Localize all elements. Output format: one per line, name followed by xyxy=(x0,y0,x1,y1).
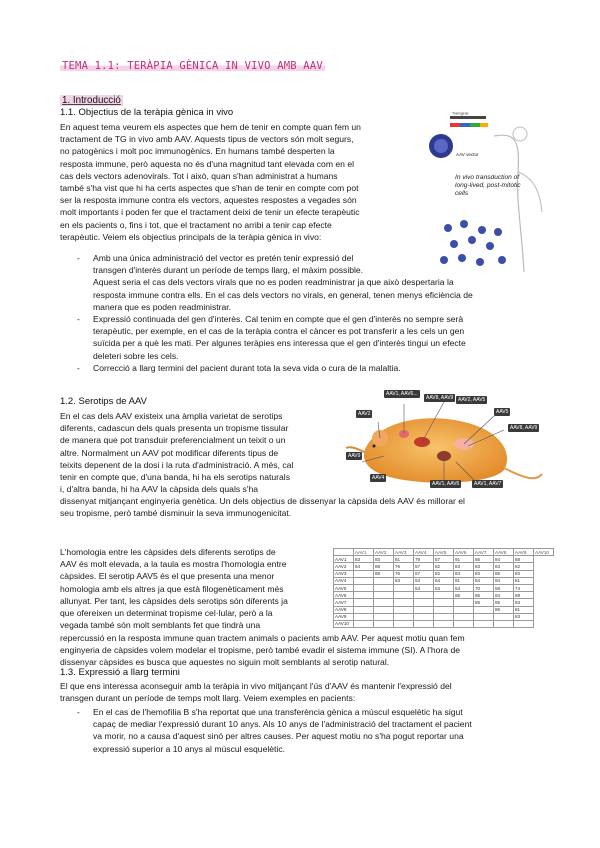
table-cell xyxy=(494,620,514,627)
homology-table-wrapper xyxy=(333,548,554,628)
table-cell xyxy=(494,613,514,620)
table-cell: AAV1 xyxy=(354,549,374,556)
table-cell xyxy=(454,606,474,613)
text-line: transgen d'interès durant un període de temps llarg, el màxim possible. xyxy=(93,265,364,276)
text-line: vegada també són molt semblants fet que tindrà una xyxy=(60,620,261,631)
table-cell: AAV6 xyxy=(334,592,354,599)
table-cell: AAV8 xyxy=(494,549,514,556)
text-line: repercussió en la resposta immune quan tractem animals o pacients amb AAV. Per aquest motiu quan fem xyxy=(60,633,465,643)
table-cell: 76 xyxy=(394,563,414,570)
table-cell: 85 xyxy=(474,599,494,606)
table-cell: AAV5 xyxy=(334,584,354,591)
table-cell xyxy=(414,613,434,620)
text-line: En el cas de l'hemofília B s'ha reportat que una transferència gènica a múscul esquelètic ha sigut xyxy=(93,707,463,717)
table-cell: 83 xyxy=(514,613,534,620)
table-cell: 81 xyxy=(454,577,474,584)
table-cell: 83 xyxy=(354,556,374,563)
table-row xyxy=(334,549,554,556)
text-line: suïcida per a què les mati. Per algunes teràpies ens interessa que el gen d'interès tingui un efecte xyxy=(93,338,466,349)
text-line: de manera que pot transduir preferencialment un teixit o un xyxy=(60,435,286,446)
table-cell: 82 xyxy=(434,570,454,577)
table-cell xyxy=(374,577,394,584)
table-cell: AAV10 xyxy=(334,620,354,627)
table-cell: 81 xyxy=(514,577,534,584)
text-line: terapèutic, per exemple, en el cas de la teràpia contra el càncer es pot transferir a les cels un gen xyxy=(93,326,465,337)
table-cell: 84 xyxy=(494,556,514,563)
table-cell: AAV3 xyxy=(334,570,354,577)
table-row xyxy=(334,620,554,627)
text-line: molt importants i poden fer que el tractament deixi de tenir un efecte terapèutic xyxy=(60,207,360,218)
table-cell: 85 xyxy=(454,592,474,599)
table-cell: AAV9 xyxy=(514,549,534,556)
text-line: resposta immune, però aquesta no és d'una magnitud tant elevada com en el xyxy=(60,158,355,169)
table-cell: AAV2 xyxy=(334,563,354,570)
organ-label: AAV1, AAV7 xyxy=(474,481,502,487)
organ-label: AAV8, AAV9 xyxy=(510,425,538,431)
paragraph-homology xyxy=(60,546,326,631)
table-cell: 88 xyxy=(514,556,534,563)
table-cell: AAV1 xyxy=(334,556,354,563)
list-item xyxy=(77,313,543,362)
table-cell xyxy=(394,584,414,591)
table-cell: AAV6 xyxy=(454,549,474,556)
table-cell xyxy=(354,613,374,620)
organ-label: AAV2 xyxy=(358,411,371,417)
table-cell xyxy=(394,613,414,620)
text-line: deleteri sobre les cels. xyxy=(93,350,179,361)
bullet-dash: - xyxy=(77,253,80,263)
table-cell: 58 xyxy=(494,584,514,591)
table-row xyxy=(334,613,554,620)
text-line: Correcció a llarg termini del pacient durant tota la seva vida o cura de la malaltia. xyxy=(93,362,401,373)
page-title: TEMA 1.1: TERÀPIA GÈNICA IN VIVO AMB AAV xyxy=(62,60,323,72)
table-cell: 89 xyxy=(514,592,534,599)
table-cell: 83 xyxy=(474,570,494,577)
text-line: càpsides. El serotip AAV5 és el que presenta una menor xyxy=(60,571,275,582)
organ-label: AAV5 xyxy=(496,409,509,415)
text-line: L'homologia entre les càpsides dels diferents serotips de xyxy=(60,547,276,557)
bullet-list xyxy=(77,706,543,755)
text-line: també s'ha vist que hi ha certs aspectes que s'han de tenir en compte com pot xyxy=(60,183,359,194)
transgene-label: Transgene xyxy=(452,112,469,116)
organ-label: AAV9 xyxy=(348,453,361,459)
table-cell: 53 xyxy=(454,584,474,591)
organ-label: AAV4 xyxy=(372,475,385,481)
figure-caption: In vivo transduction of long-lived, post-mitotic cells xyxy=(455,174,521,197)
table-cell: AAV7 xyxy=(334,599,354,606)
table-cell: 57 xyxy=(414,570,434,577)
table-cell: 88 xyxy=(374,570,394,577)
table-cell xyxy=(374,620,394,627)
table-cell xyxy=(414,599,434,606)
table-cell xyxy=(394,620,414,627)
table-cell: 85 xyxy=(474,556,494,563)
text-line: tractament de TG in vivo amb AAV. Aquests tipus de vectors són molt segurs, xyxy=(60,134,354,145)
table-cell xyxy=(334,549,354,556)
text-line: manera que es poden readministrar. xyxy=(93,301,232,312)
subsection-heading: 1.3. Expressió a llarg termini xyxy=(60,667,180,678)
table-row xyxy=(334,599,554,606)
table-cell: 83 xyxy=(454,570,474,577)
organ-label: AAV8, AAV9 xyxy=(426,395,454,401)
subsection-heading: 1.1. Objectius de la teràpia gènica in vivo xyxy=(60,107,234,118)
table-cell xyxy=(354,570,374,577)
table-cell xyxy=(474,613,494,620)
text-line: capaç de mediar l'expressió durant 10 anys. Als 10 anys de l'administració del tractament el pacient xyxy=(93,719,472,730)
table-cell: 64 xyxy=(354,563,374,570)
text-line: cas dels vectors adenovirals. Tot i això, quan s'han administrat a humans xyxy=(60,170,338,181)
table-cell: 91 xyxy=(454,556,474,563)
table-cell: 81 xyxy=(394,556,414,563)
table-cell: 83 xyxy=(494,563,514,570)
table-cell: 76 xyxy=(394,570,414,577)
text-line: en els pacients o, fins i tot, que el tractament no arribi a tenir cap efecte xyxy=(60,219,332,230)
table-cell xyxy=(434,592,454,599)
text-line: En aquest tema veurem els aspectes que hem de tenir en compte quan fem un xyxy=(60,122,361,132)
table-cell xyxy=(354,577,374,584)
table-cell: 70 xyxy=(474,584,494,591)
table-cell: 85 xyxy=(494,599,514,606)
table-cell: AAV4 xyxy=(414,549,434,556)
subsection-heading: 1.2. Serotips de AAV xyxy=(60,396,147,407)
list-item xyxy=(77,362,543,374)
table-cell: AAV3 xyxy=(394,549,414,556)
table-cell xyxy=(514,620,534,627)
table-cell xyxy=(454,620,474,627)
text-line: expressió superior a 10 anys al múscul esquelètic. xyxy=(93,743,286,754)
text-line: Expressió continuada del gen d'interès. Cal tenim en compte que el gen d'interès no sempre serà xyxy=(93,314,464,325)
text-line: diferents, cadascun dels quals presenta un tropisme tissular xyxy=(60,423,289,434)
table-cell: AAV7 xyxy=(474,549,494,556)
table-cell: 63 xyxy=(434,584,454,591)
text-line: Aquest seria el cas dels vectors virals que no es poden readministrar ja que això despertaria la xyxy=(93,277,454,288)
text-line: El que ens interessa aconseguir amb la teràpia in vivo mitjançant l'ús d'AAV és mantenir l'expressió del xyxy=(60,681,452,691)
bullet-dash: - xyxy=(77,314,80,325)
table-cell: 83 xyxy=(474,563,494,570)
table-cell: 53 xyxy=(414,584,434,591)
table-cell xyxy=(434,620,454,627)
text-line: Amb una única administració del vector es pretén tenir expressió del xyxy=(93,253,354,263)
text-line: seu tropisme, però també disminuir la seva immunogenicitat. xyxy=(60,508,292,519)
text-line: terapèutic. Veiem els objectius principals de la teràpia gènica in vivo: xyxy=(60,231,322,242)
table-cell xyxy=(374,599,394,606)
text-line: resposta immune contra ells. En el cas dels vectors no virals, en general, tenen menys eficiència de xyxy=(93,289,473,300)
table-cell: 83 xyxy=(514,599,534,606)
table-row xyxy=(334,606,554,613)
table-cell: 81 xyxy=(514,606,534,613)
table-cell: 86 xyxy=(494,606,514,613)
table-cell: 82 xyxy=(514,563,534,570)
table-cell: 83 xyxy=(514,570,534,577)
paragraph-intro xyxy=(60,121,417,243)
figure-mouse-tropism xyxy=(344,382,544,492)
table-cell: AAV2 xyxy=(374,549,394,556)
table-cell xyxy=(454,599,474,606)
table-cell: AAV4 xyxy=(334,577,354,584)
table-cell xyxy=(434,613,454,620)
text-line: que ofereixen un determinat tropisme cel·lular, però a la xyxy=(60,608,273,619)
table-cell: 85 xyxy=(494,570,514,577)
table-cell: 57 xyxy=(434,556,454,563)
paragraph-serotips-cont xyxy=(60,495,544,519)
text-line: dissenyat mitjançant enginyeria genètica. Un dels objectius de dissenyar la càpsida dels AAV és millorar el xyxy=(60,496,465,506)
text-line: no patogènics i molt poc immunogènics. En humans també desperten la xyxy=(60,146,335,157)
table-cell: 84 xyxy=(494,592,514,599)
paragraph-long-term xyxy=(60,680,544,704)
table-cell xyxy=(474,606,494,613)
text-line: AAV és molt elevada, a la taula es mostra l'homologia entre xyxy=(60,559,287,570)
paragraph-serotips xyxy=(60,410,332,495)
table-cell xyxy=(354,620,374,627)
list-item xyxy=(77,252,543,313)
aav-vector-label: AAV vector xyxy=(456,152,479,157)
table-cell: 85 xyxy=(474,592,494,599)
table-row xyxy=(334,563,554,570)
table-cell: 84 xyxy=(494,577,514,584)
table-cell xyxy=(374,613,394,620)
text-line: dissenyar càpsides es busca que aquestes no siguin molt semblants al serotip natural. xyxy=(60,657,390,668)
organ-label: AAV2, AAV5 xyxy=(458,397,486,403)
table-cell xyxy=(414,592,434,599)
bullet-dash: - xyxy=(77,362,80,373)
text-line: En el cas dels AAV existeix una àmplia varietat de serotips xyxy=(60,411,283,421)
section-heading-text: 1. Introducció xyxy=(62,95,121,106)
table-cell xyxy=(394,592,414,599)
table-cell: 53 xyxy=(414,577,434,584)
table-row xyxy=(334,570,554,577)
text-line: homologia amb els altres ja que està filogenèticament més xyxy=(60,583,284,594)
table-cell: AAV10 xyxy=(534,549,554,556)
table-cell: 57 xyxy=(414,563,434,570)
table-cell xyxy=(474,620,494,627)
list-item xyxy=(77,706,543,755)
text-line: tenir en compte que, d'una banda, hi ha els serotips naturals xyxy=(60,472,291,483)
table-cell: AAV9 xyxy=(334,613,354,620)
text-line: teixits depenent de la dosi i la ruta d'administració. A més, cal xyxy=(60,459,294,470)
table-cell: 79 xyxy=(414,556,434,563)
table-cell: AAV8 xyxy=(334,606,354,613)
table-cell xyxy=(374,592,394,599)
table-row xyxy=(334,577,554,584)
table-cell xyxy=(454,613,474,620)
text-line: va morir, no a causa d'aquest sinó per altres causes. Per aquest motiu no s'ha pogut reportar una xyxy=(93,731,464,742)
table-cell xyxy=(354,584,374,591)
table-cell xyxy=(414,620,434,627)
table-row xyxy=(334,584,554,591)
table-cell xyxy=(354,592,374,599)
table-cell: 84 xyxy=(474,577,494,584)
table-row xyxy=(334,592,554,599)
table-cell: 83 xyxy=(374,556,394,563)
table-cell xyxy=(394,606,414,613)
text-line: ser la resposta immune contra els vectors, aquestes respostes a vegades són xyxy=(60,195,357,206)
table-cell: 74 xyxy=(514,584,534,591)
organ-label: AAV1, AAV6 xyxy=(432,481,460,487)
table-cell xyxy=(354,606,374,613)
bullet-dash: - xyxy=(77,707,80,717)
organ-label: AAV1, AAV6... xyxy=(386,391,418,397)
text-line: altre. Normalment un AAV pot modificar diferents tipus de xyxy=(60,447,279,458)
table-cell xyxy=(414,606,434,613)
text-line: allunyat. Per tant, les càpsides dels serotips són diferents ja xyxy=(60,595,288,606)
table-cell: 64 xyxy=(434,577,454,584)
table-row xyxy=(334,556,554,563)
table-cell xyxy=(394,599,414,606)
bullet-list xyxy=(77,252,543,374)
text-line: i, d'altra banda, hi ha AAV la càpsida dels quals s'ha xyxy=(60,484,259,495)
paragraph-homology-cont xyxy=(60,632,544,669)
table-cell: 88 xyxy=(374,563,394,570)
section-heading xyxy=(60,95,123,106)
table-cell: 82 xyxy=(434,563,454,570)
table-cell: 63 xyxy=(394,577,414,584)
table-cell: 83 xyxy=(454,563,474,570)
table-cell xyxy=(374,584,394,591)
text-line: enginyeria de càpsides volem modelar el tropisme, però també evadir el sistema immune (SI). A l'hora de xyxy=(60,645,461,656)
table-cell: AAV5 xyxy=(434,549,454,556)
table-cell xyxy=(434,606,454,613)
table-cell xyxy=(354,599,374,606)
table-cell xyxy=(434,599,454,606)
homology-table xyxy=(333,548,554,628)
text-line: transgen durant un període de temps molt llarg. Veiem exemples en pacients: xyxy=(60,693,356,704)
table-cell xyxy=(374,606,394,613)
